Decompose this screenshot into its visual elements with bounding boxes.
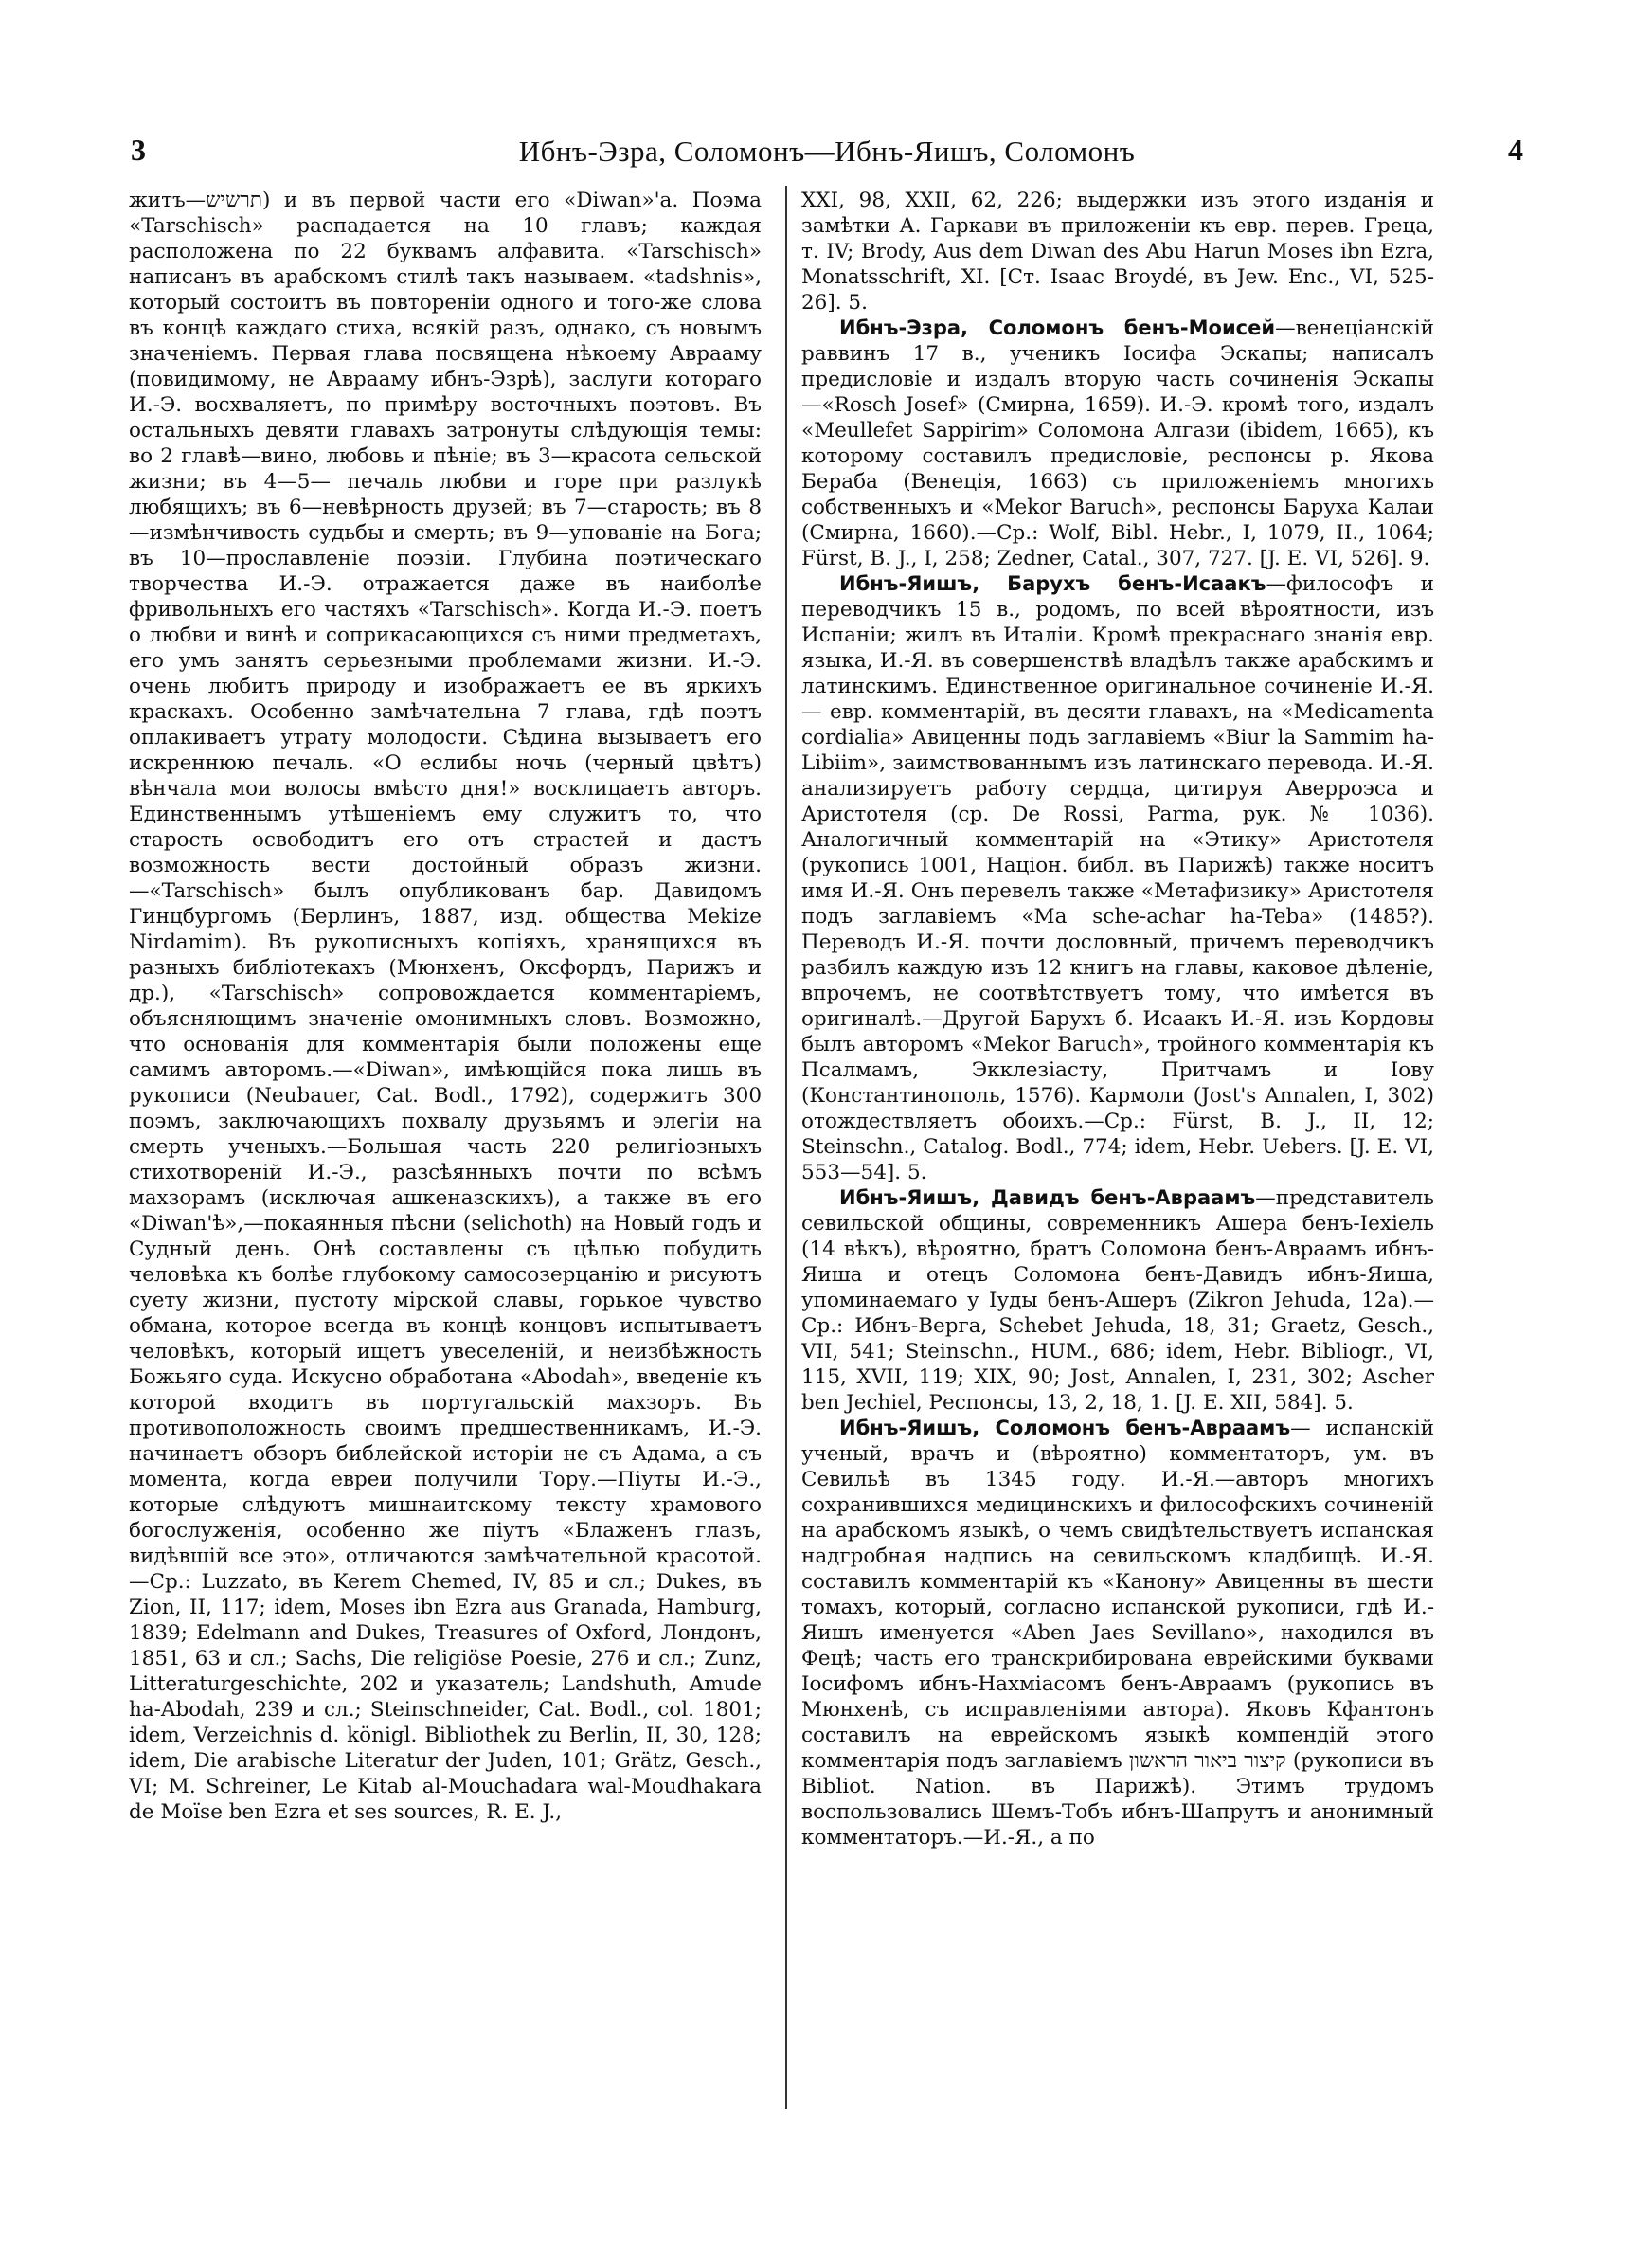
left-column bbox=[129, 188, 762, 2111]
article-text-continued: XXI, 98, XXII, 62, 226; выдержки изъ этого изданія и замѣтки А. Гаркави въ приложеніи къ евр. перев. Греца, т. IV; Brody, Aus dem Diwan des Abu Harun Moses ibn Ezra, Monatsschrift, XI. [Ст. Isaac Broydé, въ Jew. Enc., VI, 525-26]. 5. bbox=[801, 189, 1434, 315]
entry-body: —философъ и переводчикъ 15 в., родомъ, по всей вѣроятности, изъ Испаніи; жилъ въ Италіи. Кромѣ прекраснаго знанія евр. языка, И.-Я. въ совершенствѣ владѣлъ также арабскимъ и латинскимъ. Единственное оригинальное сочиненіе И.-Я. — евр. комментарій, въ десяти главахъ, на «Medicamenta cordialia» Авиценны подъ заглавіемъ «Biur la Sammim ha-Libiim», заимствованнымъ изъ латинскаго перевода. И.-Я. анализируетъ работу сердца, цитируя Аверроэса и Аристотеля (ср. De Rossi, Parma, рук. № 1036). Аналогичный комментарій на «Этику» Аристотеля (рукопись 1001, Націон. библ. въ Парижѣ) также носитъ имя И.-Я. Онъ перевелъ также «Метафизику» Аристотеля подъ заглавіемъ «Ma sche-achar ha-Teba» (1485?). Переводъ И.-Я. почти дословный, причемъ переводчикъ разбилъ каждую изъ 12 книгъ на главы, каковое дѣленіе, впрочемъ, не соотвѣтствуетъ тому, что имѣется въ оригиналѣ.—Другой Барухъ б. Исаакъ И.-Я. изъ Кордовы былъ авторомъ «Mekor Baruch», тройного комментарія къ Псалмамъ, Экклезіасту, Притчамъ и Іову (Константинополь, 1576). Кармоли (Jost's Annalen, I, 302) отождествляетъ обоихъ.—Ср.: Fürst, B. J., II, 12; Steinschn., Catalog. Bodl., 774; idem, Hebr. Uebers. [J. E. VI, 553—54]. 5. bbox=[801, 572, 1434, 1184]
entry-ibn-yaish-solomon bbox=[801, 1416, 1434, 1851]
column-divider bbox=[785, 186, 787, 2109]
entry-ibn-ezra-solomon bbox=[801, 316, 1434, 571]
page-number-right: 4 bbox=[1508, 133, 1523, 167]
page-number-left: 3 bbox=[131, 133, 146, 167]
running-title: Ибнъ-Эзра, Соломонъ—Ибнъ-Яишъ, Соломонъ bbox=[518, 135, 1136, 168]
page-header bbox=[121, 133, 1533, 174]
entry-body: — испанскій ученый, врачъ и (вѣроятно) комментаторъ, ум. въ Севильѣ въ 1345 году. И.-Я.—авторъ многихъ сохранившихся медицинскихъ и философскихъ сочиненій на арабскомъ языкѣ, о чемъ свидѣтельствуетъ испанская надгробная надпись на севильскомъ кладбищѣ. И.-Я. составилъ комментарій къ «Канону» Авиценны въ шести томахъ, который, согласно испанской рукописи, гдѣ И.-Яишъ именуется «Aben Jaes Sevillano», находился въ Фецѣ; часть его транскрибирована еврейскими буквами Іосифомъ ибнъ-Нахміасомъ бенъ-Авраамъ (рукопись въ Мюнхенѣ, съ исправленіями автора). Яковъ Кфантонъ составилъ на еврейскомъ языкѣ компендій этого комментарія подъ заглавіемъ קיצור ביאור הראשון (рукописи въ Bibliot. Nation. въ Парижѣ). Этимъ трудомъ воспользовались Шемъ-Тобъ ибнъ-Шапрутъ и анонимный комментаторъ.—И.-Я., а по bbox=[801, 1417, 1434, 1850]
entry-body: —представитель севильской общины, современникъ Ашера бенъ-Іехіель (14 вѣкъ), вѣроятно, братъ Соломона бенъ-Авраамъ ибнъ-Яиша и отецъ Соломона бенъ-Давидъ ибнъ-Яиша, упоминаемаго у Іуды бенъ-Ашеръ (Zikron Jehuda, 12a).—Ср.: Ибнъ-Верга, Schebet Jehuda, 18, 31; Graetz, Gesch., VII, 541; Steinschn., HUM., 686; idem, Hebr. Bibliogr., VI, 115, XVII, 119; XIX, 90; Jost, Annalen, I, 231, 302; Ascher ben Jechiel, Респонсы, 13, 2, 18, 1. [J. E. XII, 584]. 5. bbox=[801, 1186, 1434, 1415]
entry-ibn-yaish-david bbox=[801, 1185, 1434, 1416]
entry-body: —венеціанскій раввинъ 17 в., ученикъ Іосифа Эскапы; написалъ предисловіе и издалъ вторую часть сочиненія Эскапы—«Rosch Josef» (Смирна, 1659). И.-Э. кромѣ того, издалъ «Meullefet Sappirim» Соломона Алгази (ibidem, 1665), къ которому составилъ предисловіе, респонсы р. Якова Бераба (Венеція, 1663) съ приложеніемъ многихъ собственныхъ и «Mekor Baruch», респонсы Баруха Калаи (Смирна, 1660).—Ср.: Wolf, Bibl. Hebr., I, 1079, II., 1064; Fürst, B. J., I, 258; Zedner, Catal., 307, 727. [J. E. VI, 526]. 9. bbox=[801, 316, 1434, 570]
entry-ibn-yaish-baruch bbox=[801, 571, 1434, 1185]
entry-headword: Ибнъ-Яишъ, Соломонъ бенъ-Авраамъ bbox=[839, 1417, 1291, 1439]
entry-headword: Ибнъ-Эзра, Соломонъ бенъ-Моисей bbox=[839, 316, 1276, 339]
article-text-continued: житъ—תרשיש) и въ первой части его «Diwan»'a. Поэма «Tarschisch» распадается на 10 главъ; каждая расположена по 22 буквамъ алфавита. «Tarschisch» написанъ въ арабскомъ стилѣ такъ называем. «tadshnis», который состоитъ въ повтореніи одного и того-же слова въ концѣ каждаго стиха, всякій разъ, однако, съ новымъ значеніемъ. Первая глава посвящена нѣкоему Аврааму (повидимому, не Аврааму ибнъ-Эзрѣ), заслуги котораго И.-Э. восхваляетъ, по примѣру восточныхъ поэтовъ. Въ остальныхъ девяти главахъ затронуты слѣдующія темы: во 2 главѣ—вино, любовь и пѣніе; въ 3—красота сельской жизни; въ 4—5— печаль любви и горе при разлукѣ любящихъ; въ 6—невѣрность друзей; въ 7—старость; въ 8—измѣнчивость судьбы и смерть; въ 9—упованіе на Бога; въ 10—прославленіе поэзіи. Глубина поэтическаго творчества И.-Э. отражается даже въ наиболѣе фривольныхъ его частяхъ «Tarschisch». Когда И.-Э. поетъ о любви и винѣ и соприкасающихся съ ними предметахъ, его умъ занятъ серьезными проблемами жизни. И.-Э. очень любитъ природу и изображаетъ ее въ яркихъ краскахъ. Особенно замѣчательна 7 глава, гдѣ поэтъ оплакиваетъ утрату молодости. Сѣдина вызываетъ его искреннюю печаль. «О еслибы ночь (черный цвѣтъ) вѣнчала мои волосы вмѣсто дня!» восклицаетъ авторъ. Единственнымъ утѣшеніемъ ему служитъ то, что старость освободитъ его отъ страстей и дастъ возможность вести достойный образъ жизни.—«Tarschisch» былъ опубликованъ бар. Давидомъ Гинцбургомъ (Берлинъ, 1887, изд. общества Mekize Nirdamim). Въ рукописныхъ копіяхъ, хранящихся въ разныхъ библіотекахъ (Мюнхенъ, Оксфордъ, Парижъ и др.), «Tarschisch» сопровождается комментаріемъ, объясняющимъ значеніе омонимныхъ словъ. Возможно, что основанія для комментарія были положены еще самимъ авторомъ.—«Diwan», имѣющійся пока лишь въ рукописи (Neubauer, Cat. Bodl., 1792), содержитъ 300 поэмъ, заключающихъ похвалу друзьямъ и элегіи на смерть ученыхъ.—Большая часть 220 религіозныхъ стихотвореній И.-Э., разсѣянныхъ почти по всѣмъ махзорамъ (исключая ашкеназскихъ), а также въ его «Diwan'ѣ»,—покаянныя пѣсни (selichoth) на Новый годъ и Судный день. Онѣ составлены съ цѣлью побудить человѣка къ болѣе глубокому самосозерцанію и рисуютъ суету жизни, пустоту мірской славы, горькое чувство обмана, которое всегда въ концѣ концовъ испытываетъ человѣкъ, который ищетъ увеселеній, и неизбѣжность Божьяго суда. Искусно обработана «Abodah», введеніе къ которой входитъ въ португальскій махзоръ. Въ противоположность своимъ предшественникамъ, И.-Э. начинаетъ обзоръ библейской исторіи не съ Адама, а съ момента, когда евреи получили Тору.—Піуты И.-Э., которые слѣдуютъ мишнаитскому тексту храмового богослуженія, особенно же піутъ «Блаженъ глазъ, видѣвшій все это», отличаются замѣчательной красотой.—Ср.: Luzzato, въ Kerem Chemed, IV, 85 и сл.; Dukes, въ Zion, II, 117; idem, Moses ibn Ezra aus Granada, Hamburg, 1839; Edelmann and Dukes, Treasures of Oxford, Лондонъ, 1851, 63 и сл.; Sachs, Die religiöse Poesie, 276 и сл.; Zunz, Litteraturgeschichte, 202 и указатель; Landshuth, Amude ha-Abodah, 239 и сл.; Steinschneider, Cat. Bodl., col. 1801; idem, Verzeichnis d. königl. Bibliothek zu Berlin, II, 30, 128; idem, Die arabische Literatur der Juden, 101; Grätz, Gesch., VI; M. Schreiner, Le Kitab al-Mouchadara wal-Moudhakara de Moïse ben Ezra et ses sources, R. E. J., bbox=[129, 189, 762, 1824]
right-column bbox=[801, 188, 1434, 2111]
entry-headword: Ибнъ-Яишъ, Давидъ бенъ-Авраамъ bbox=[839, 1186, 1256, 1209]
entry-headword: Ибнъ-Яишъ, Барухъ бенъ-Исаакъ bbox=[839, 572, 1266, 595]
